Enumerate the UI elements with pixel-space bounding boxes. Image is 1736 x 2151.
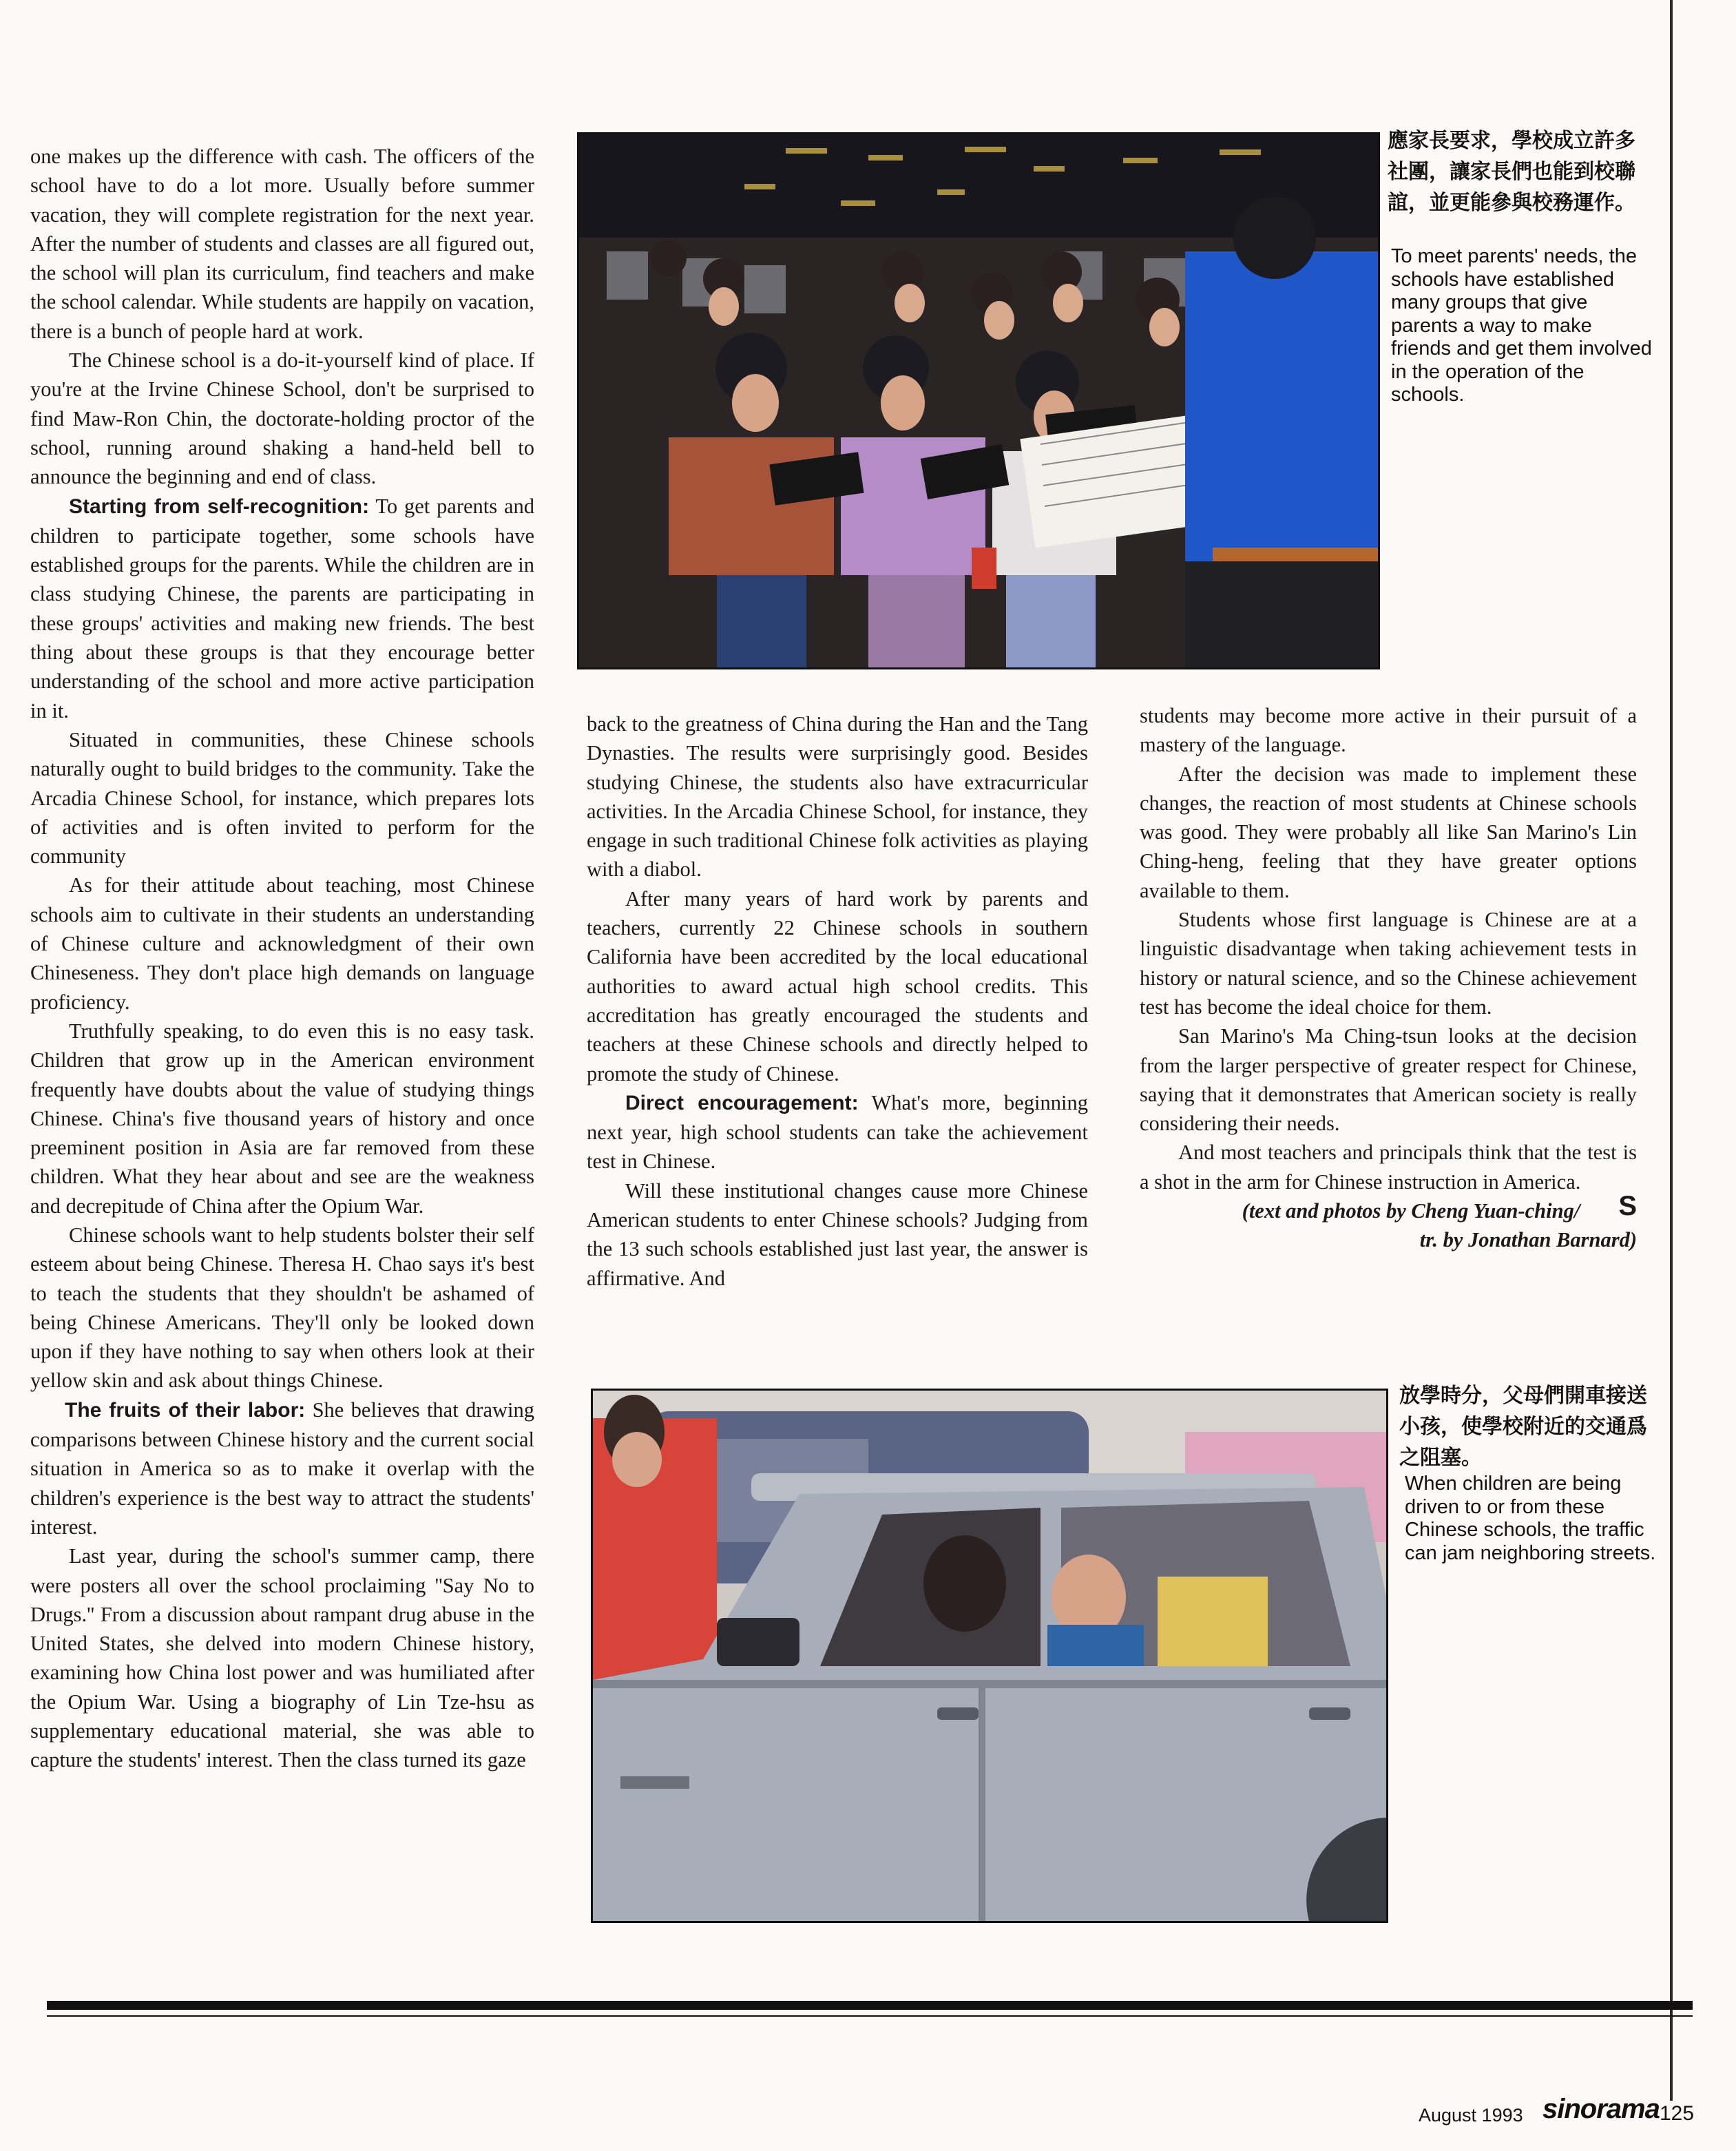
paragraph: Last year, during the school's summer camp, there were posters all over the school proclaiming ''Say No to Drugs.'' From a discussion about rampant drug abuse in the United States, she delved into modern Chinese history, examining how China lost power and was humiliated after the Opium War. Using a biography of Lin Tze-hsu as supplementary educational material, she was able to capture the students' interest. Then the class turned its gaze	[30, 1544, 534, 1772]
paragraph: students may become more active in their pursuit of a mastery of the language.	[1140, 704, 1637, 757]
article-column-3	[1140, 701, 1637, 1255]
section-lead-heading: Direct encouragement:	[625, 1091, 859, 1114]
photo-caption-chinese: 放學時分，父母們開車接送小孩，使學校附近的交通爲之阻塞。	[1399, 1384, 1647, 1470]
paragraph: After the decision was made to implement these changes, the reaction of most students at Chinese schools was good. They were probably all like San Marino's Lin Ching-heng, feeling that they have greater options available to them.	[1140, 762, 1637, 902]
photo-caption-english: When children are being driven to or from these Chinese schools, the traffic can jam neighboring streets.	[1405, 1473, 1656, 1564]
paragraph: After many years of hard work by parents and teachers, currently 22 Chinese schools in southern California have been accredited by the local educational authorities to award actual high school credits. This accreditation has greatly encouraged the students and teachers at these Chinese schools and directly helped to promote the study of Chinese.	[587, 886, 1088, 1085]
paragraph: back to the greatness of China during the Han and the Tang Dynasties. The results were surprisingly good. Besides studying Chinese, the students also have extracurricular activities. In the Arcadia Chinese School, for instance, they engage in such traditional Chinese folk activities as playing with a diabol.	[587, 712, 1088, 882]
paragraph: Chinese schools want to help students bolster their self esteem about being Chinese. Theresa H. Chao says it's best to teach the students that they shouldn't be ashamed of being Chinese Americans. They'll only be looked down upon if they have nothing to say when others look at their yellow skin and ask about things Chinese.	[30, 1223, 534, 1393]
footer-rule-thin	[47, 2015, 1693, 2017]
paragraph: one makes up the difference with cash. The officers of the school have to do a lot more. Usually before summer vacation, they will complete registration for the next year. After the number of students and classes are all figured out, the school will plan its curriculum, find teachers and make the school calendar. While students are happily on vacation, there is a bunch of people hard at work.	[30, 145, 534, 343]
paragraph-text: She believes that drawing comparisons between Chinese history and the current social situation in America so as to make it overlap with the children's experience is the best way to attract the students' interest.	[30, 1397, 534, 1539]
article-column-2	[587, 709, 1088, 1293]
paragraph: As for their attitude about teaching, most Chinese schools aim to cultivate in their students an understanding of Chinese culture and acknowledgment of their own Chineseness. They don't place high demands on language proficiency.	[30, 873, 534, 1014]
end-of-article-mark: S	[1618, 1191, 1637, 1222]
section-lead-heading: Starting from self-recognition:	[69, 495, 370, 518]
article-column-1	[30, 142, 534, 1775]
page-number: 125	[1660, 2102, 1695, 2125]
footer-rule	[47, 2001, 1693, 2010]
page-edge-line	[1670, 0, 1673, 2101]
section-lead-heading: The fruits of their labor:	[65, 1398, 306, 1422]
school-traffic-photo	[591, 1389, 1388, 1923]
paragraph-text: What's more, beginning next year, high school students can take the achievement test in Chinese.	[587, 1090, 1089, 1174]
paragraph	[30, 492, 534, 725]
photo-caption-english: To meet parents' needs, the schools have established many groups that give parents a way to make friends and get them involved in the operation of the schools.	[1391, 245, 1652, 406]
paragraph: Will these institutional changes cause more Chinese American students to enter Chinese schools? Judging from the 13 such schools established just last year, the answer is affirmative. And	[587, 1178, 1088, 1290]
paragraph: Situated in communities, these Chinese schools naturally ought to build bridges to the community. Take the Arcadia Chinese School, for instance, which prepares lots of activities and is often invited to perform for the community	[30, 727, 534, 869]
car-photo-illustration	[593, 1391, 1386, 1921]
translator-credit-line: tr. by Jonathan Barnard)	[1419, 1228, 1637, 1252]
choir-photo-illustration	[579, 134, 1378, 667]
paragraph: San Marino's Ma Ching-tsun looks at the decision from the larger perspective of greater respect for Chinese, saying that it demonstrates that American society is really considering their needs.	[1140, 1024, 1637, 1136]
paragraph: Truthfully speaking, to do even this is no easy task. Children that grow up in the American environment frequently have doubts about the value of studying things Chinese. China's five thousand years of history and once preeminent position in Asia are far removed from these children. What they hear about and see are the weakness and decrepitude of China after the Opium War.	[30, 1019, 534, 1218]
photo-credit-line: (text and photos by Cheng Yuan-ching/	[1242, 1199, 1580, 1223]
paragraph: The Chinese school is a do-it-yourself kind of place. If you're at the Irvine Chinese School, don't be surprised to find Maw-Ron Chin, the doctorate-holding proctor of the school, running around shaking a hand-held bell to announce the beginning and end of class.	[30, 349, 534, 489]
paragraph: Students whose first language is Chinese are at a linguistic disadvantage when taking achievement tests in history or natural science, and so the Chinese achievement test has become the ideal choice for them.	[1140, 908, 1637, 1019]
choir-rehearsal-photo	[577, 132, 1380, 669]
paragraph	[587, 1088, 1088, 1176]
magazine-logo: sinorama	[1542, 2094, 1660, 2124]
paragraph-text: And most teachers and principals think that the test is a shot in the arm for Chinese instruction in America.	[1140, 1141, 1637, 1194]
paragraph	[30, 1395, 534, 1541]
issue-date: August 1993	[1419, 2105, 1523, 2126]
paragraph-text: To get parents and children to participate together, some schools have established groups for the parents. While the children are in class studying Chinese, the parents are participating in these groups' activities and making new friends. The best thing about these groups is that they encourage better understanding of the school and more active participation in it.	[30, 494, 534, 723]
photo-caption-chinese: 應家長要求，學校成立許多社團，讓家長們也能到校聯誼，並更能參與校務運作。	[1388, 129, 1635, 215]
